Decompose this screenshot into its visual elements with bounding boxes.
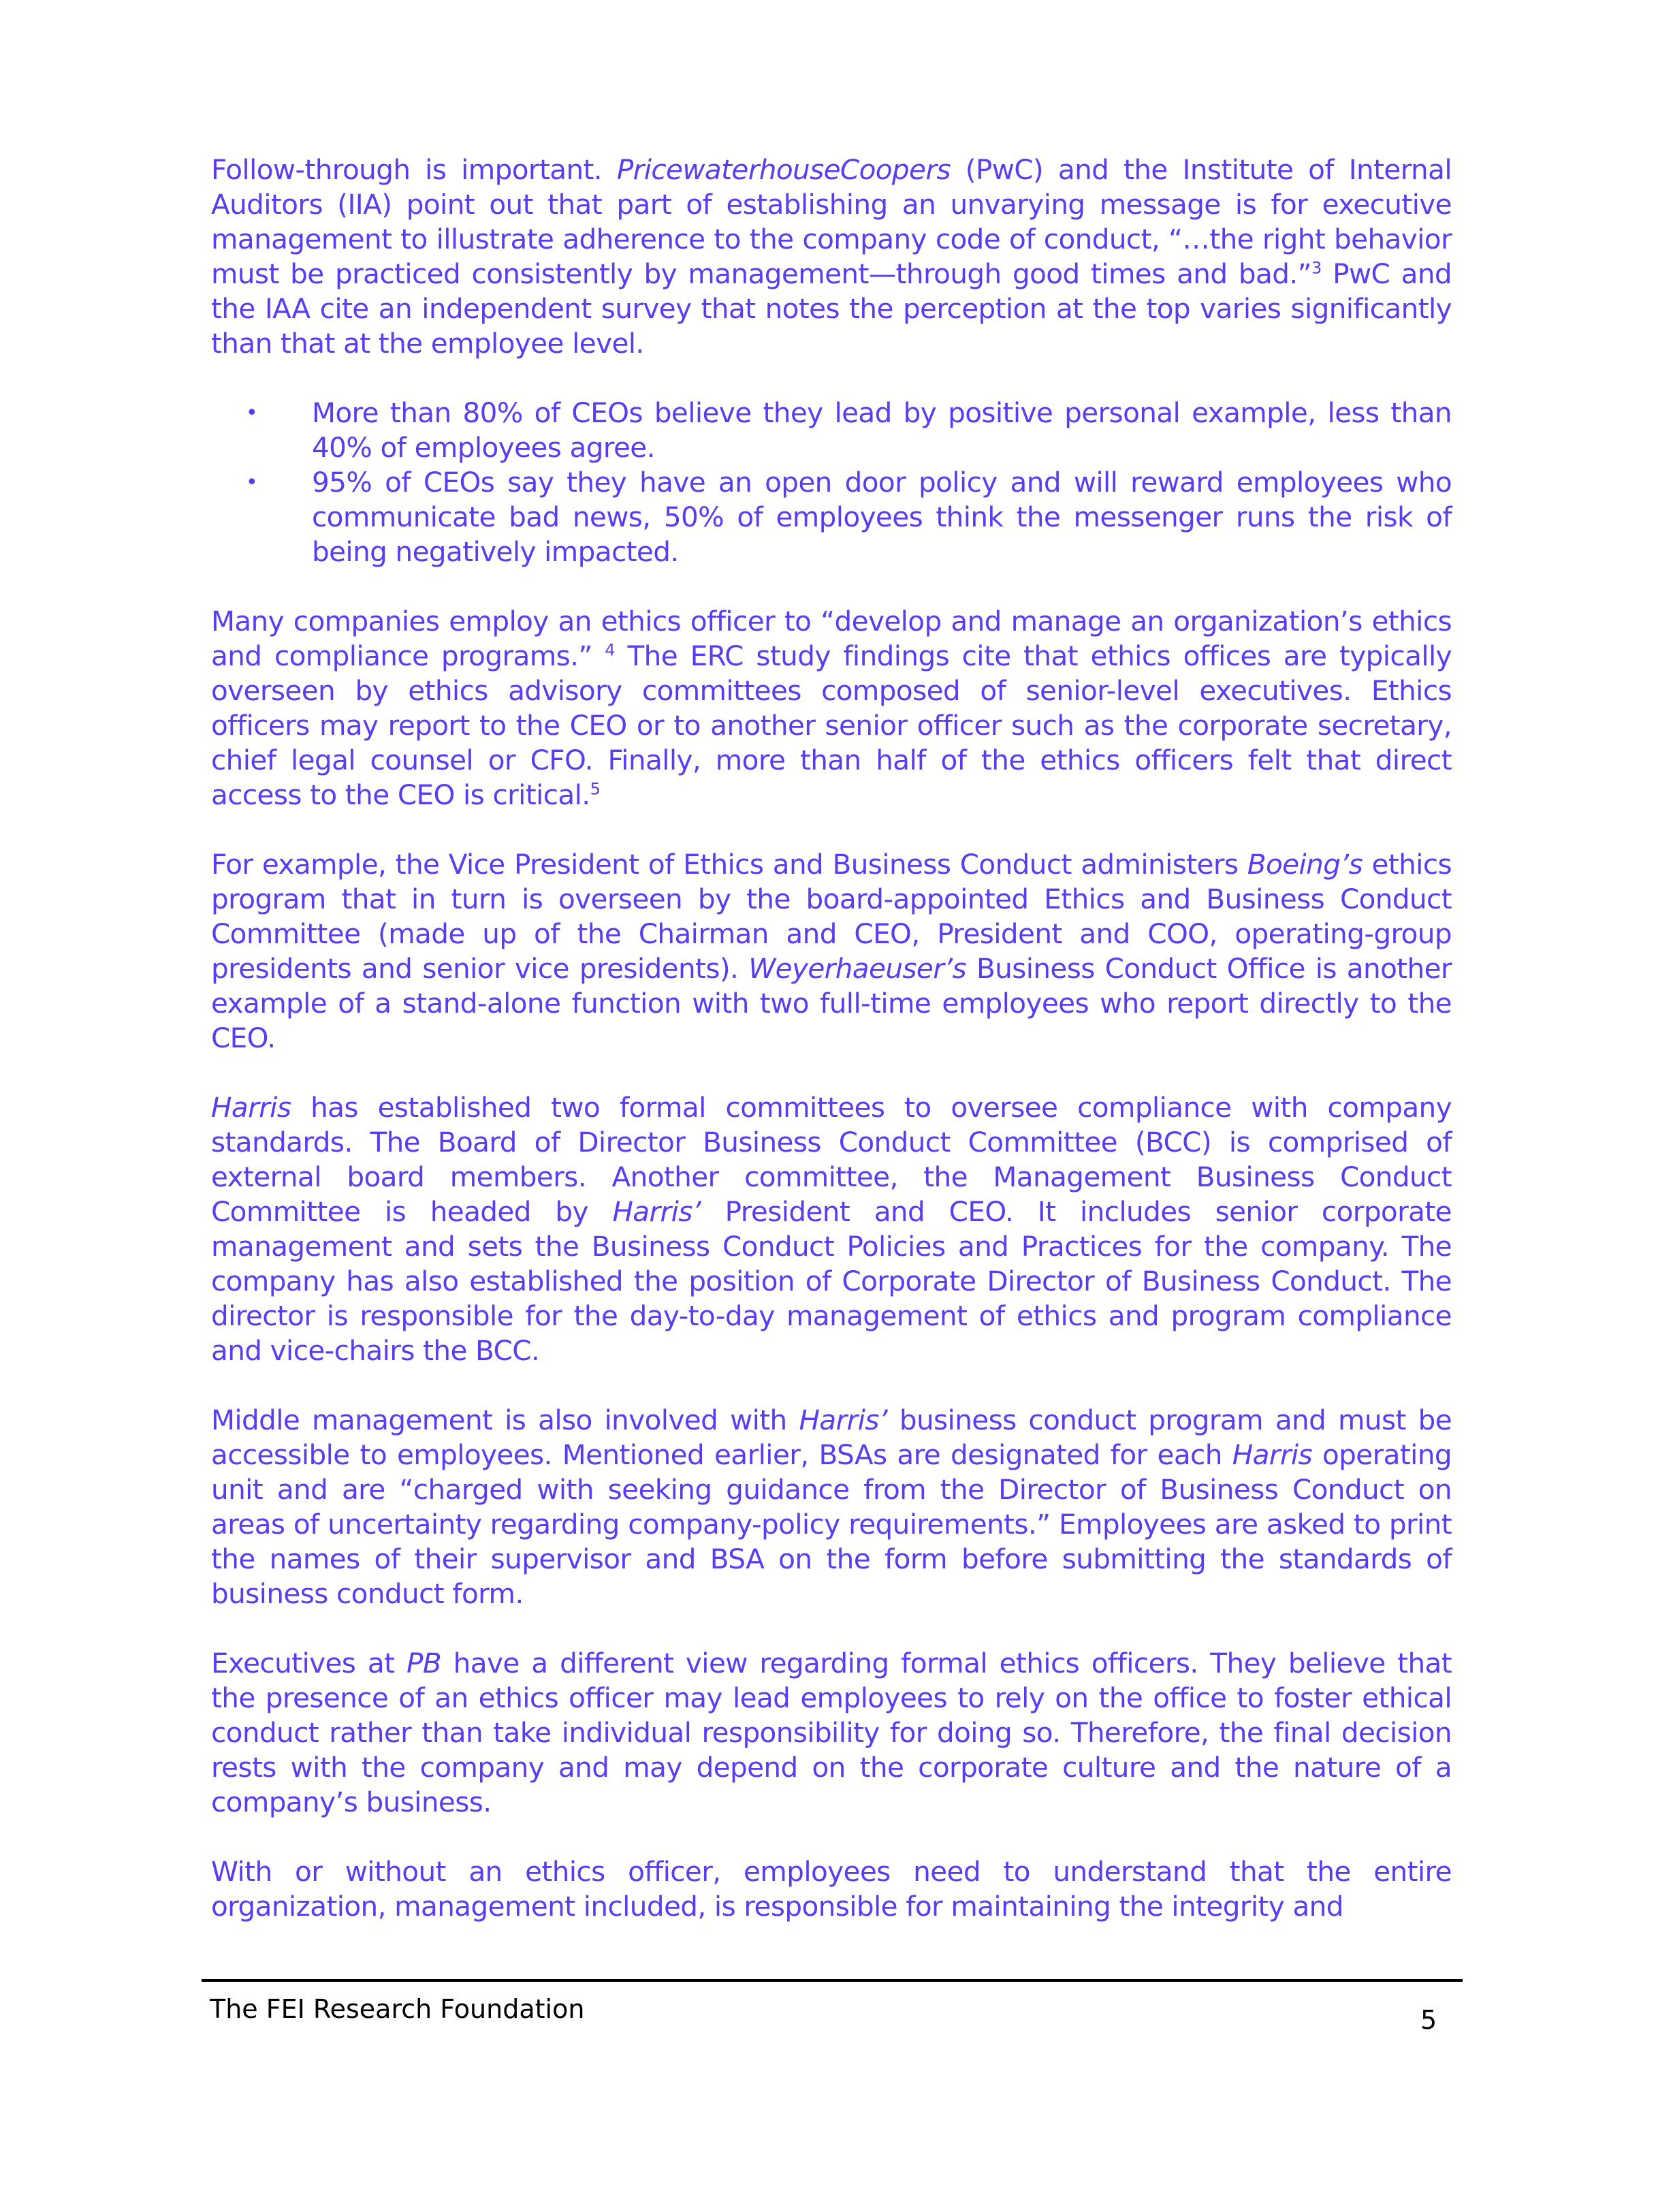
paragraph-middle-management xyxy=(211,1403,1452,1611)
company-name-pb: PB xyxy=(407,1647,442,1679)
text: PwC and the IAA cite an independent survey that notes the perception at the top varies significantly than that at the employee level. xyxy=(211,257,1452,360)
list-item-text: More than 80% of CEOs believe they lead by positive personal example, less than 40% of employees agree. xyxy=(312,396,1452,464)
company-name-harris: Harris xyxy=(211,1091,291,1124)
survey-bullet-list xyxy=(211,396,1452,569)
paragraph-harris-committees xyxy=(211,1090,1452,1368)
paragraph-with-or-without xyxy=(211,1854,1452,1924)
paragraph-follow-through xyxy=(211,153,1452,361)
footnote-ref-4: 4 xyxy=(605,640,615,660)
document-body xyxy=(211,153,1452,1959)
list-item xyxy=(246,396,1452,465)
text: have a different view regarding formal ethics officers. They believe that the presence of an ethics officer may lead employees to rely on the office to foster ethical conduct rather than take individual responsibility for doing so. Therefore, the final decision rests with the company and may depend on the corporate culture and the nature of a company’s business. xyxy=(211,1647,1452,1818)
bullet-icon: • xyxy=(246,471,258,494)
text: Business Conduct Office is another example of a stand-alone function with two full-time employees who report directly to the CEO. xyxy=(211,952,1452,1054)
company-name-boeing: Boeing’s xyxy=(1247,848,1363,881)
company-name-weyerhaeuser: Weyerhaeuser’s xyxy=(748,952,967,985)
footer-organization: The FEI Research Foundation xyxy=(210,1994,585,2024)
company-name-harris: Harris xyxy=(1232,1438,1313,1471)
text: For example, the Vice President of Ethics and Business Conduct administers xyxy=(211,848,1247,881)
text: Follow-through is important. xyxy=(211,153,617,186)
text: business conduct program and must be accessible to employees. Mentioned earlier, BSAs are designated for each xyxy=(211,1404,1452,1471)
footer-divider xyxy=(202,1979,1463,1982)
bullet-icon: • xyxy=(246,401,258,425)
text: With or without an ethics officer, employees need to understand that the entire organization, management included, is responsible for maintaining the integrity and xyxy=(211,1855,1452,1923)
text: Middle management is also involved with xyxy=(211,1404,799,1436)
company-name-harris: Harris’ xyxy=(799,1404,888,1436)
text: has established two formal committees to oversee compliance with company standards. The Board of Director Business Conduct Committee (BCC) is comprised of external board members. Another committee, the Management Business Conduct Committee is headed by xyxy=(211,1091,1452,1228)
page-number: 5 xyxy=(1420,2005,1437,2035)
text: operating unit and are “charged with seeking guidance from the Director of Business Conduct on areas of uncertainty regarding company-policy requirements.” Employees are asked to print the names of their supervisor and BSA on the form before submitting the standards of business conduct form. xyxy=(211,1438,1452,1610)
list-item xyxy=(246,465,1452,569)
text: President and CEO. It includes senior corporate management and sets the Business Conduct Policies and Practices for the company. The company has also established the position of Corporate Director of Business Conduct. The director is responsible for the day-to-day management of ethics and program compliance and vice-chairs the BCC. xyxy=(211,1195,1452,1367)
text: (PwC) and the Institute of Internal Auditors (IIA) point out that part of establishing an unvarying message is for executive management to illustrate adherence to the company code of conduct, “…the right behavior must be practiced consistently by management—through good times and bad.” xyxy=(211,153,1452,290)
paragraph-pb-executives xyxy=(211,1646,1452,1820)
text: ethics program that in turn is overseen by the board-appointed Ethics and Business Conduct Committee (made up of the Chairman and CEO, President and COO, operating-group presidents and senior vice presidents). xyxy=(211,848,1452,985)
company-name-harris: Harris’ xyxy=(612,1195,701,1228)
company-name-pwc: PricewaterhouseCoopers xyxy=(616,153,951,186)
footnote-ref-5: 5 xyxy=(590,779,601,799)
text: Executives at xyxy=(211,1647,407,1679)
paragraph-boeing-example xyxy=(211,847,1452,1056)
text: Many companies employ an ethics officer to “develop and manage an organization’s ethics and compliance programs.” xyxy=(211,605,1452,672)
paragraph-ethics-officer xyxy=(211,604,1452,812)
footnote-ref-3: 3 xyxy=(1311,258,1322,278)
list-item-text: 95% of CEOs say they have an open door policy and will reward employees who communicate bad news, 50% of employees think the messenger runs the risk of being negatively impacted. xyxy=(312,466,1452,568)
text: The ERC study findings cite that ethics offices are typically overseen by ethics advisory committees composed of senior-level executives. Ethics officers may report to the CEO or to another senior officer such as the corporate secretary, chief legal counsel or CFO. Finally, more than half of the ethics officers felt that direct access to the CEO is critical. xyxy=(211,639,1452,811)
